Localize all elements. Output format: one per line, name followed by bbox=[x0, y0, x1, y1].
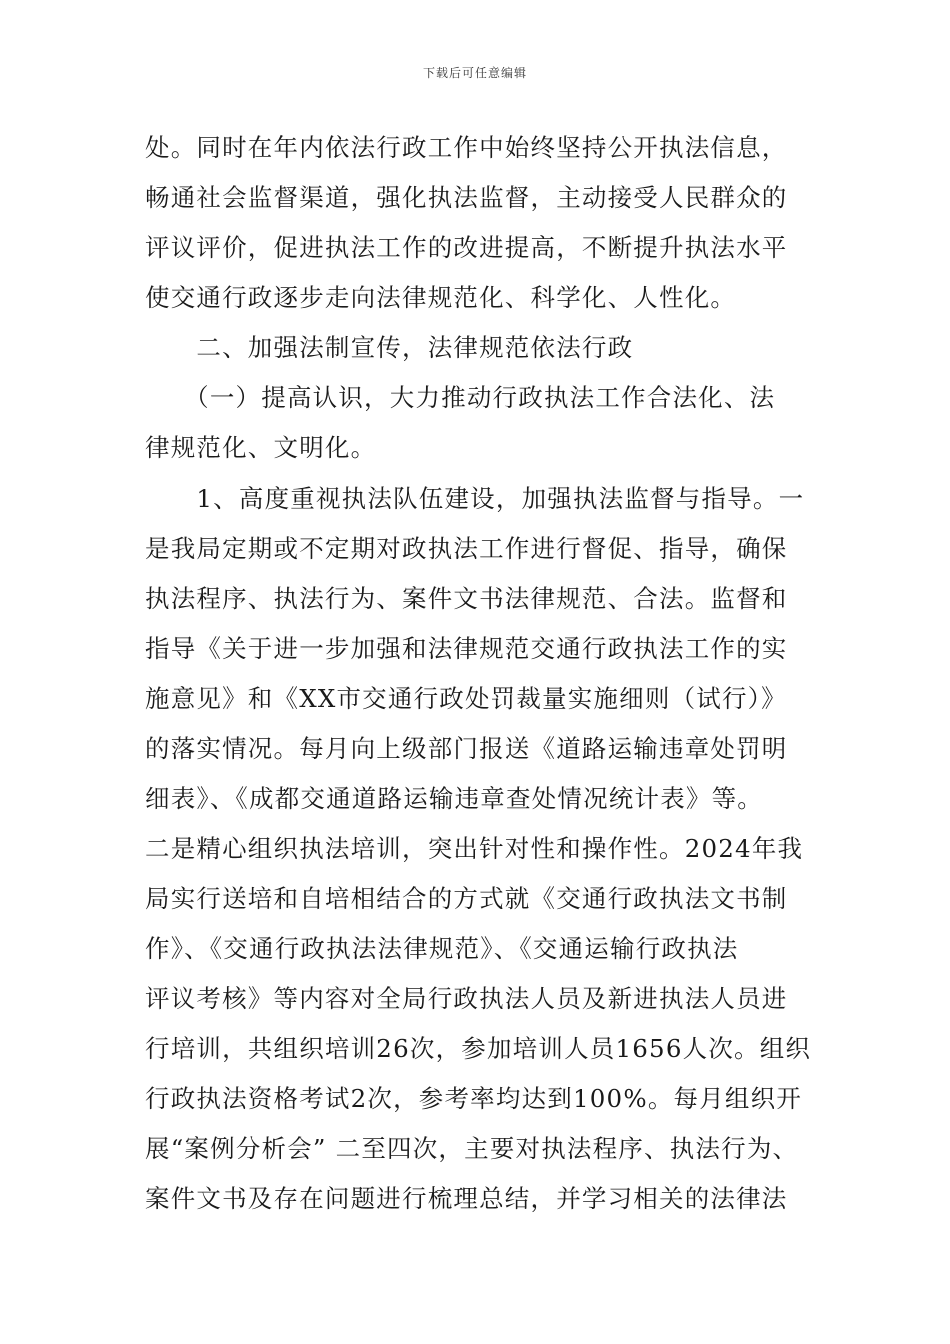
text-line: 案件文书及存在问题进行梳理总结，并学习相关的法律法 bbox=[145, 1184, 788, 1213]
text-line: 评议考核》等内容对全局行政执法人员及新进执法人员进 bbox=[145, 984, 788, 1013]
subsection-heading-cont: 律规范化、文明化。 bbox=[145, 433, 377, 462]
text-line: 作》、《交通行政执法法律规范》、《交通运输行政执法 bbox=[145, 934, 739, 963]
text-line: 畅通社会监督渠道，强化执法监督，主动接受人民群众的 bbox=[145, 183, 788, 212]
text-line: 行政执法资格考试2次，参考率均达到100%。每月组织开 bbox=[145, 1084, 803, 1113]
text-line: 使交通行政逐步走向法律规范化、科学化、人性化。 bbox=[145, 283, 737, 312]
text-line: 行培训，共组织培训26次，参加培训人员1656人次。组织 bbox=[145, 1034, 812, 1063]
text-line: 评议评价，促进执法工作的改进提高，不断提升执法水平 bbox=[145, 233, 788, 262]
page-header: 下载后可任意编辑 bbox=[422, 66, 527, 80]
text-line: 展“案例分析会” 二至四次，主要对执法程序、执法行为、 bbox=[145, 1134, 799, 1163]
text-line: 1、高度重视执法队伍建设，加强执法监督与指导。一 bbox=[145, 484, 805, 513]
text-line: 二是精心组织执法培训，突出针对性和操作性。2024年我 bbox=[145, 834, 804, 863]
text-line: 局实行送培和自培相结合的方式就《交通行政执法文书制 bbox=[145, 884, 788, 913]
subsection-heading: （一）提高认识，大力推动行政执法工作合法化、法 bbox=[145, 383, 776, 412]
text-line: 执法程序、执法行为、案件文书法律规范、合法。监督和 bbox=[145, 584, 788, 613]
text-line: 处。同时在年内依法行政工作中始终坚持公开执法信息， bbox=[145, 133, 788, 162]
text-line: 细表》、《成都交通道路运输违章查处情况统计表》等。 bbox=[145, 784, 763, 813]
text-line: 的落实情况。每月向上级部门报送《道路运输违章处罚明 bbox=[145, 734, 788, 763]
section-heading: 二、加强法制宣传，法律规范依法行政 bbox=[145, 333, 634, 362]
text-line: 是我局定期或不定期对政执法工作进行督促、指导，确保 bbox=[145, 534, 788, 563]
text-line: 施意见》和《XX市交通行政处罚裁量实施细则（试行）》 bbox=[145, 684, 787, 713]
text-line: 指导《关于进一步加强和法律规范交通行政执法工作的实 bbox=[145, 634, 788, 663]
